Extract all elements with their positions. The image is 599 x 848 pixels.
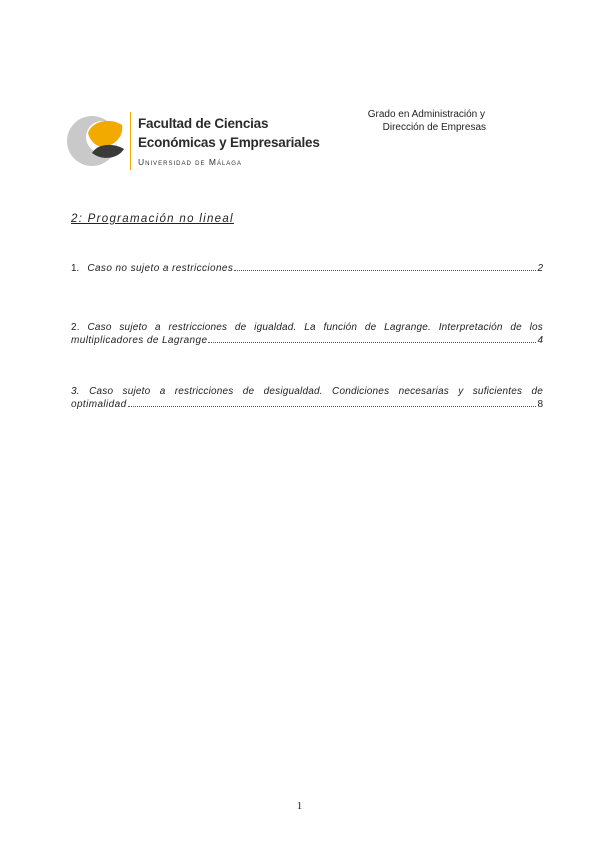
toc-entry-text-line1: Caso sujeto a restricciones de desigualdad. Condiciones necesarias y suficientes de [89,386,544,397]
toc-entry-2 [71,321,543,347]
toc-entry-1 [71,262,543,275]
toc-leader-dots [234,269,536,271]
toc-leader-dots [208,341,536,343]
toc-entry-text-line2: optimalidad [71,399,127,410]
toc-entry-number: 1. [71,263,80,274]
degree-title [285,108,485,134]
toc-entry-page: 8 [537,399,543,410]
toc-entry-text-line2: multiplicadores de Lagrange [71,335,208,346]
logo-divider [130,112,131,170]
faculty-name-line2: Económicas y Empresariales [138,135,320,150]
degree-line1: Grado en Administración y [367,109,485,120]
toc-entry-text: Caso no sujeto a restricciones [87,263,234,274]
faculty-logo-icon [66,113,128,169]
page-number: 1 [296,800,303,812]
university-name: Universidad de Málaga [138,157,242,167]
toc-entry-3 [71,385,543,411]
section-title: 2: Programación no lineal [71,213,234,225]
toc-entry-page: 4 [537,335,543,346]
faculty-name-line1: Facultad de Ciencias [138,116,269,131]
toc-entry-number: 3. [71,386,80,397]
toc-leader-dots [128,405,537,407]
toc-entry-text-line1: Caso sujeto a restricciones de igualdad. La función de Lagrange. Interpretación de los [87,322,543,333]
toc-entry-page: 2 [537,263,543,274]
toc-entry-number: 2. [71,322,80,333]
degree-line2: Dirección de Empresas [382,122,486,133]
